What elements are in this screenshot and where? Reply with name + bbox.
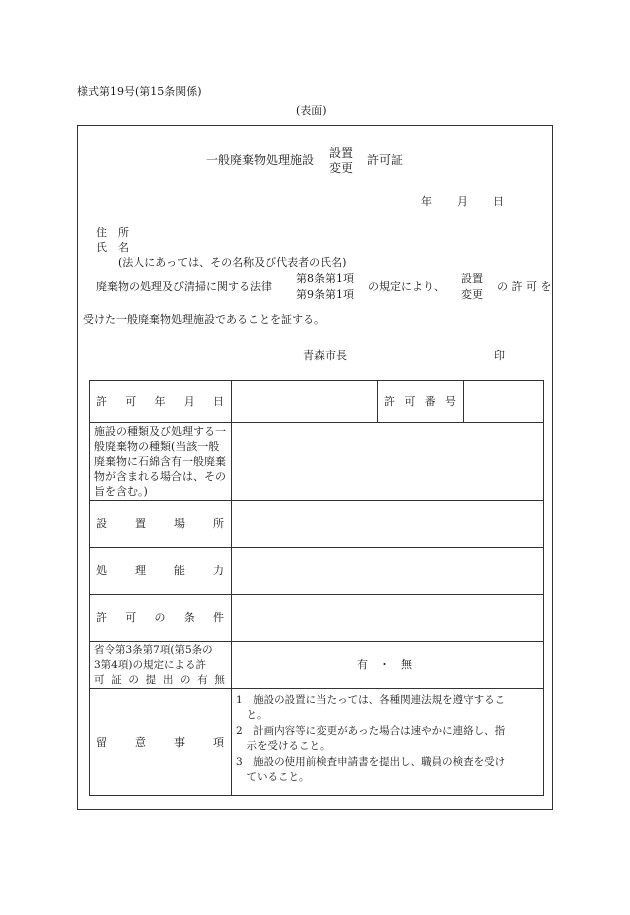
form-number: 様式第19号(第15条関係)	[77, 85, 202, 98]
note-3-line-1: 3 施設の使用前検査申請書を提出し、職員の検査を受け	[236, 756, 506, 768]
conditions-field[interactable]	[232, 595, 543, 641]
address-label: 住 所	[96, 226, 129, 239]
corporate-note: (法人にあっては、その名称及び代表者の氏名)	[118, 256, 347, 269]
name-label: 氏 名	[96, 241, 129, 254]
submission-label-line-1: 省令第3条第7項(第5条の	[94, 644, 213, 656]
permit-table	[89, 380, 544, 796]
permit-number-label: 許 可 番 号	[384, 395, 456, 408]
location-field[interactable]	[232, 501, 543, 547]
permit-number-field[interactable]	[464, 381, 543, 422]
permit-date-field[interactable]	[232, 381, 377, 422]
title-choice-change: 変更	[329, 161, 354, 175]
submission-label-line-3: 可 証 の 提 出 の 有 無	[94, 674, 225, 686]
note-2-line-1: 2 計画内容等に変更があった場合は速やかに連絡し、指	[236, 725, 506, 737]
capacity-label: 処 理 能 力	[96, 564, 224, 577]
note-2-line-2: 示を受けること。	[236, 740, 331, 752]
title-choice-install: 設置	[329, 146, 354, 160]
submission-value[interactable]: 有 ・ 無	[357, 658, 412, 671]
body-tail: の 許 可 を	[497, 280, 552, 293]
note-1-line-2: と。	[236, 709, 268, 721]
body-choice-change: 変更	[461, 288, 483, 301]
article-9: 第9条第1項	[296, 288, 354, 301]
issuer-name: 青森市長	[303, 349, 347, 362]
location-label: 設 置 場 所	[96, 517, 224, 530]
notes-label: 留 意 事 項	[96, 736, 224, 749]
law-name: 廃棄物の処理及び清掃に関する法律	[96, 280, 272, 293]
note-3-line-2: ていること。	[236, 771, 310, 783]
side-label: (表面)	[296, 104, 327, 117]
body-line-2: 受けた一般廃棄物処理施設であることを証する。	[83, 313, 325, 326]
date-year: 年	[421, 195, 432, 208]
title-suffix: 許可証	[367, 153, 404, 167]
capacity-field[interactable]	[232, 548, 543, 594]
permit-date-label: 許 可 年 月 日	[96, 395, 224, 408]
waste-type-label: 施設の種類及び処理する一般廃棄物の種類(当該一般廃棄物に石綿含有一般廃棄物が含まれる場合は、その旨を含む。)	[94, 425, 226, 498]
body-connector: の規定により、	[368, 280, 445, 293]
article-8: 第8条第1項	[296, 272, 354, 285]
seal-mark: 印	[494, 349, 505, 362]
body-choice-install: 設置	[461, 272, 483, 285]
title-facility: 一般廃棄物処理施設	[206, 153, 315, 167]
submission-label-line-2: 3第4項)の規定による許	[94, 659, 206, 671]
date-month: 月	[457, 195, 468, 208]
date-day: 日	[493, 195, 504, 208]
conditions-label: 許 可 の 条 件	[96, 611, 224, 624]
note-1-line-1: 1 施設の設置に当たっては、各種関連法規を遵守するこ	[236, 694, 506, 706]
waste-type-field[interactable]	[232, 423, 543, 500]
